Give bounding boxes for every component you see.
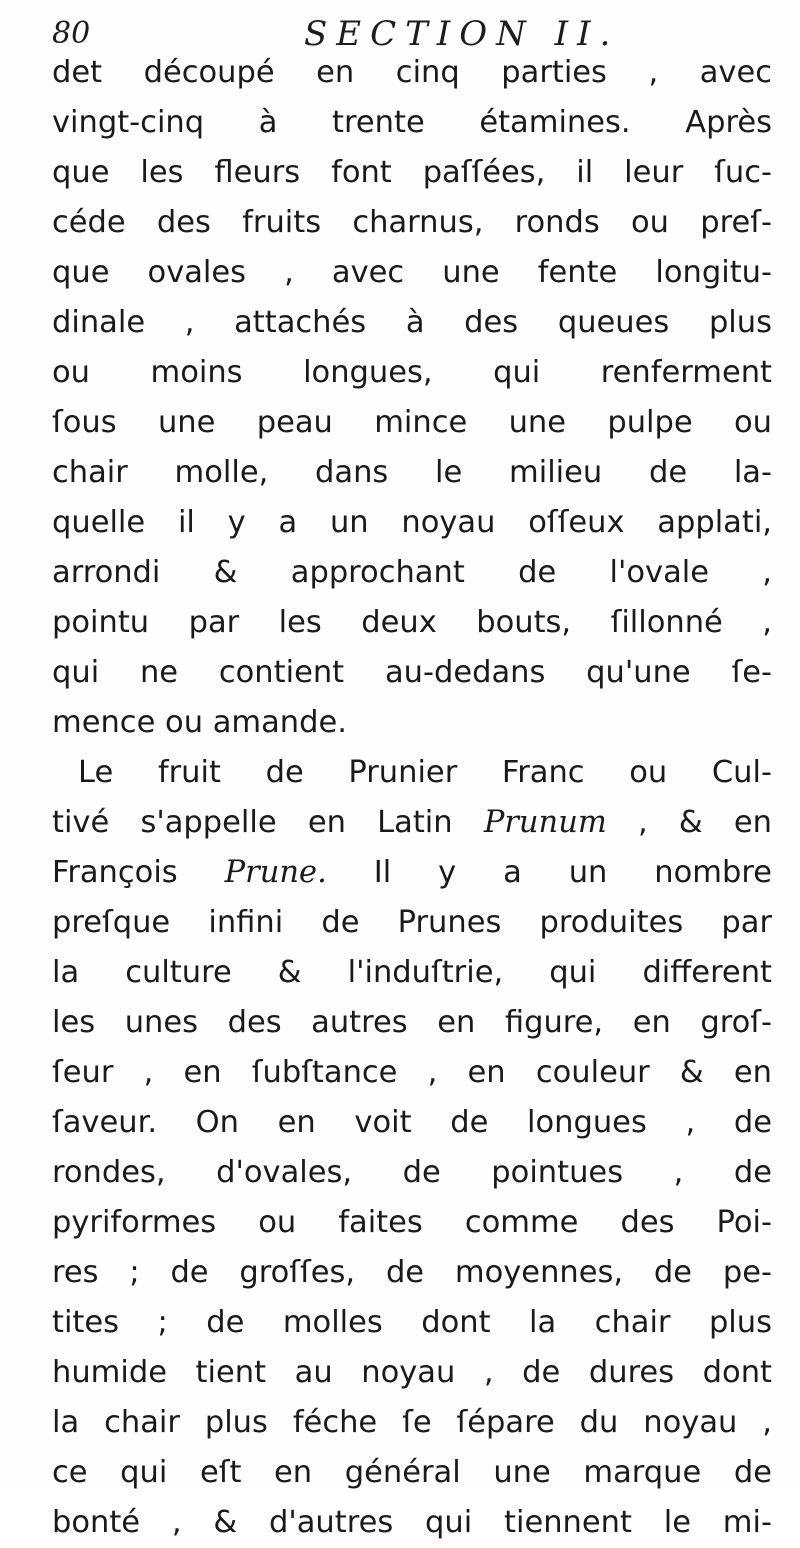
text-run: Il y a un nombre (326, 855, 773, 890)
running-head: SECTION II. (304, 14, 620, 54)
text-line: chair molle, dans le milieu de la- (52, 455, 772, 490)
text-line: arrondi & approchant de l'ovale , (52, 555, 772, 590)
text-line: la culture & l'induſtrie, qui different (52, 955, 772, 990)
text-line: bonté , & d'autres qui tiennent le mi- (52, 1505, 772, 1540)
text-line: les unes des autres en figure, en groſ- (52, 1005, 772, 1040)
text-line: tites ; de molles dont la chair plus (52, 1305, 772, 1340)
page-number: 80 (52, 16, 91, 51)
text-line: det découpé en cinq parties , avec (52, 55, 772, 90)
body-text (52, 48, 772, 1548)
text-run: , & en (606, 805, 772, 840)
french-term: Prune. (224, 855, 327, 890)
text-line: mence ou amande. (52, 705, 347, 740)
text-line: humide tient au noyau , de dures dont (52, 1355, 772, 1390)
text-line: pointu par les deux bouts, ſillonné , (52, 605, 772, 640)
text-line: vingt-cinq à trente étamines. Après (52, 105, 772, 140)
paragraph-start-line: Le fruit de Prunier Franc ou Cul- (78, 755, 772, 790)
latin-term: Prunum (483, 805, 607, 840)
text-line: preſque infini de Prunes produites par (52, 905, 772, 940)
text-line: ſous une peau mince une pulpe ou (52, 405, 772, 440)
text-line: res ; de groſſes, de moyennes, de pe- (52, 1255, 772, 1290)
text-line: que ovales , avec une fente longitu- (52, 255, 772, 290)
text-line: ou moins longues, qui renferment (52, 355, 772, 390)
text-line: qui ne contient au-dedans qu'une ſe- (52, 655, 772, 690)
text-line: pyriformes ou faites comme des Poi- (52, 1205, 772, 1240)
text-line: céde des fruits charnus, ronds ou preſ- (52, 205, 772, 240)
text-line: la chair plus féche ſe ſépare du noyau , (52, 1405, 772, 1440)
text-run: François (52, 855, 225, 890)
text-line: ſeur , en ſubſtance , en couleur & en (52, 1055, 772, 1090)
text-line: rondes, d'ovales, de pointues , de (52, 1155, 772, 1190)
text-line: ſaveur. On en voit de longues , de (52, 1105, 772, 1140)
text-line (52, 848, 772, 898)
text-run: tivé s'appelle en Latin (52, 805, 484, 840)
text-line (52, 798, 772, 848)
text-line: dinale , attachés à des queues plus (52, 305, 772, 340)
text-line: quelle il y a un noyau oſſeux applati, (52, 505, 772, 540)
text-line: que les fleurs font paſſées, il leur ſuc- (52, 155, 772, 190)
text-line: ce qui eſt en général une marque de (52, 1455, 772, 1490)
